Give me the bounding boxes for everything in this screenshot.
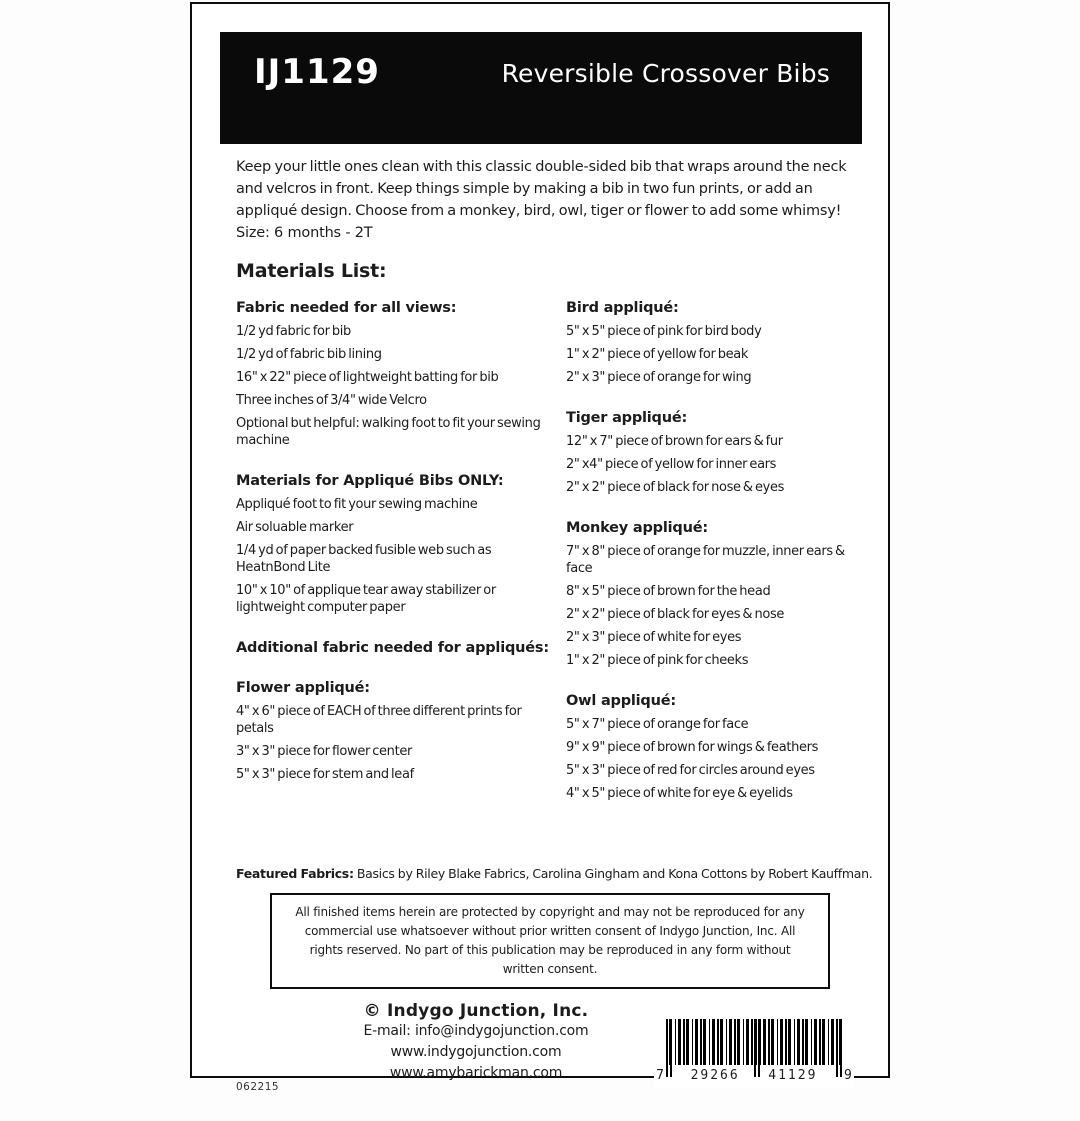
material-item: Optional but helpful: walking foot to fit your sewing machine xyxy=(236,416,541,448)
material-item: 4" x 5" piece of white for eye & eyelids xyxy=(566,786,793,801)
material-item: 1/2 yd fabric for bib xyxy=(236,324,351,339)
copyright-notice-box: All finished items herein are protected by copyright and may not be reproduced for any commercial use whatsoever without prior written consent of Indygo Junction, Inc. All rights reserved. No part of this publication may be reproduced in any form without written consent. xyxy=(270,893,830,989)
section-heading: Fabric needed for all views: xyxy=(236,300,457,316)
pattern-number: IJ1129 xyxy=(254,52,380,92)
section-items xyxy=(566,543,864,669)
barcode-left-digit: 7 xyxy=(654,1069,666,1083)
barcode-digits xyxy=(654,1063,854,1083)
materials-section xyxy=(566,300,864,386)
materials-section xyxy=(236,473,552,616)
size-line: Size: 6 months - 2T xyxy=(236,225,373,241)
footer xyxy=(236,1001,864,1121)
material-item: 2" x 3" piece of white for eyes xyxy=(566,630,742,645)
material-item: 1" x 2" piece of yellow for beak xyxy=(566,347,749,362)
material-item: 2" x 2" piece of black for eyes & nose xyxy=(566,607,785,622)
featured-fabrics-line xyxy=(236,866,873,881)
section-heading: Materials for Appliqué Bibs ONLY: xyxy=(236,473,504,489)
material-item: 1" x 2" piece of pink for cheeks xyxy=(566,653,749,668)
section-heading: Owl appliqué: xyxy=(566,693,676,709)
barcode-group-1: 29266 xyxy=(687,1069,744,1083)
barcode-right-digit: 9 xyxy=(842,1069,854,1083)
material-item: Appliqué foot to fit your sewing machine xyxy=(236,497,478,512)
section-items xyxy=(566,716,864,802)
material-item: 10" x 10" of applique tear away stabilizer or lightweight computer paper xyxy=(236,583,496,615)
material-item: 1/4 yd of paper backed fusible web such as HeatnBond Lite xyxy=(236,543,492,575)
pattern-title: Reversible Crossover Bibs xyxy=(501,59,830,88)
section-items xyxy=(566,323,864,386)
section-items xyxy=(236,496,552,616)
materials-column-right xyxy=(566,300,864,826)
material-item: 2" x 2" piece of black for nose & eyes xyxy=(566,480,785,495)
upc-barcode xyxy=(654,1019,854,1087)
materials-list-heading: Materials List: xyxy=(236,260,387,282)
materials-columns xyxy=(236,300,864,826)
material-item: 2" x 3" piece of orange for wing xyxy=(566,370,752,385)
website-line-1: www.indygojunction.com xyxy=(390,1044,562,1060)
section-items xyxy=(566,433,864,496)
section-heading: Flower appliqué: xyxy=(236,680,370,696)
material-item: 1/2 yd of fabric bib lining xyxy=(236,347,382,362)
featured-fabrics-text: Basics by Riley Blake Fabrics, Carolina Gingham and Kona Cottons by Robert Kauffman. xyxy=(353,866,873,881)
materials-section xyxy=(236,680,552,783)
publisher-block xyxy=(276,1001,676,1084)
materials-section xyxy=(566,410,864,496)
materials-section xyxy=(236,300,552,449)
header-band xyxy=(220,32,862,144)
barcode-group-2: 41129 xyxy=(764,1069,821,1083)
material-item: 5" x 3" piece of red for circles around eyes xyxy=(566,763,815,778)
section-heading: Bird appliqué: xyxy=(566,300,679,316)
material-item: 2" x4" piece of yellow for inner ears xyxy=(566,457,777,472)
material-item: 7" x 8" piece of orange for muzzle, inner ears & face xyxy=(566,544,845,576)
website-line-2: www.amybarickman.com xyxy=(389,1065,563,1081)
section-heading: Monkey appliqué: xyxy=(566,520,708,536)
materials-column-left xyxy=(236,300,552,807)
company-name: © Indygo Junction, Inc. xyxy=(363,1001,589,1021)
materials-section xyxy=(236,640,552,656)
section-heading: Tiger appliqué: xyxy=(566,410,688,426)
material-item: Three inches of 3/4" wide Velcro xyxy=(236,393,427,408)
page-content xyxy=(236,144,873,1121)
material-item: 5" x 3" piece for stem and leaf xyxy=(236,767,414,782)
section-items xyxy=(236,323,552,449)
pattern-card xyxy=(190,2,890,1093)
print-code: 062215 xyxy=(236,1081,280,1093)
material-item: 12" x 7" piece of brown for ears & fur xyxy=(566,434,783,449)
material-item: Air soluable marker xyxy=(236,520,354,535)
featured-fabrics-label: Featured Fabrics: xyxy=(236,866,354,881)
material-item: 8" x 5" piece of brown for the head xyxy=(566,584,771,599)
materials-section xyxy=(566,520,864,669)
materials-section xyxy=(566,693,864,802)
material-item: 16" x 22" piece of lightweight batting for bib xyxy=(236,370,499,385)
material-item: 3" x 3" piece for flower center xyxy=(236,744,412,759)
email-line: E-mail: info@indygojunction.com xyxy=(363,1023,589,1039)
intro-paragraph: Keep your little ones clean with this classic double-sided bib that wraps around the neck and velcros in front. Keep things simple by making a bib in two fun prints, or add an appliqué design. Choose from a monkey, bird, owl, tiger or flower to add some whimsy! xyxy=(236,159,847,219)
section-heading: Additional fabric needed for appliqués: xyxy=(236,640,549,656)
section-items xyxy=(236,703,552,783)
material-item: 5" x 7" piece of orange for face xyxy=(566,717,749,732)
material-item: 5" x 5" piece of pink for bird body xyxy=(566,324,762,339)
material-item: 4" x 6" piece of EACH of three different prints for petals xyxy=(236,704,522,736)
material-item: 9" x 9" piece of brown for wings & feathers xyxy=(566,740,819,755)
